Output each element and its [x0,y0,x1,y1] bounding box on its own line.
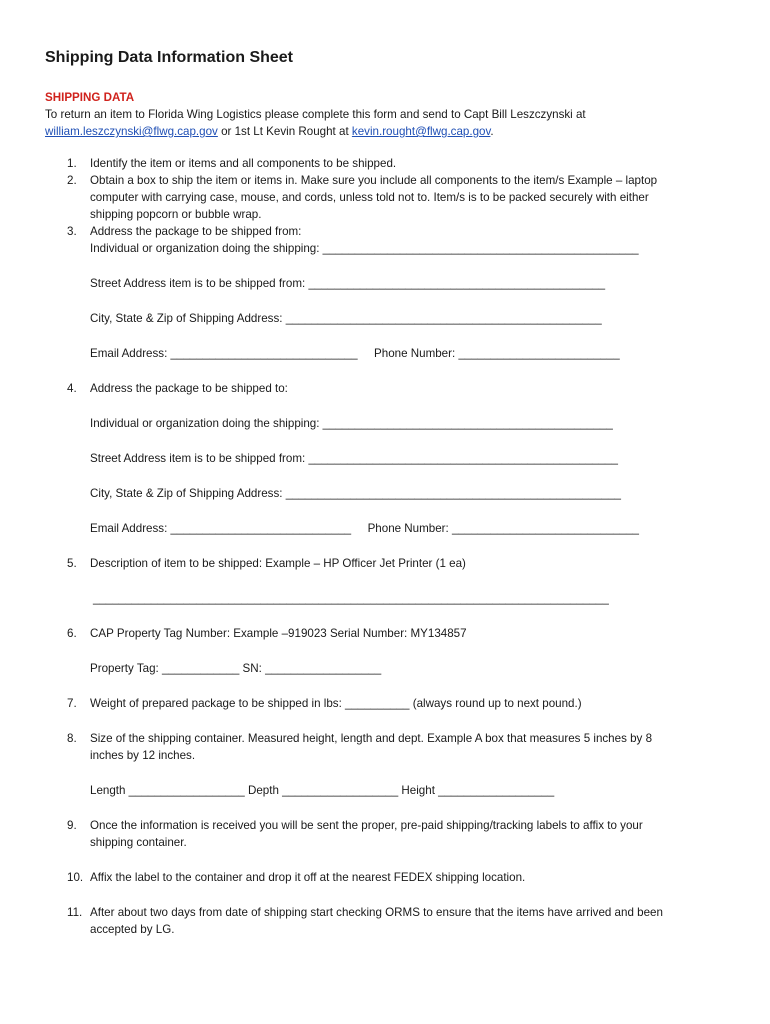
list-text: Address the package to be shipped from: [90,225,302,238]
weight-field[interactable]: Weight of prepared package to be shipped in lbs: __________ (always round up to next pound.) [90,697,582,710]
list-text: accepted by LG. [90,923,175,936]
list-text: Once the information is received you will be sent the proper, pre-paid shipping/tracking labels to affix to your [90,819,643,832]
list-text: Identify the item or items and all components to be shipped. [90,157,397,170]
list-text: CAP Property Tag Number: Example –919023 Serial Number: MY134857 [90,627,467,640]
list-number: 8. [67,732,77,745]
list-text: Affix the label to the container and drop it off at the nearest FEDEX shipping location. [90,871,526,884]
email-link-rought[interactable]: kevin.rought@flwg.cap.gov [351,125,491,138]
list-number: 5. [67,557,77,570]
from-phone-field[interactable]: Phone Number: _________________________ [374,347,620,360]
intro-connector: or 1st Lt Kevin Rought at [217,125,352,138]
list-text: Address the package to be shipped to: [90,382,288,395]
list-text: Description of item to be shipped: Example – HP Officer Jet Printer (1 ea) [90,557,466,570]
to-phone-field[interactable]: Phone Number: _____________________________ [367,522,639,535]
intro-period: . [490,125,494,138]
from-city-state-zip-field[interactable]: City, State & Zip of Shipping Address: _________________________________________________ [90,312,602,325]
list-number: 7. [67,697,77,710]
to-individual-field[interactable]: Individual or organization doing the shipping: _____________________________________________ [90,417,613,430]
list-item-3 [45,223,730,362]
list-number: 10. [67,871,84,884]
list-item-11 [45,904,730,938]
from-contact-row [90,345,730,362]
list-item-10 [45,869,730,886]
intro-line-1: To return an item to Florida Wing Logistics please complete this form and send to Capt Bill Leszczynski at [45,108,586,121]
document-page [45,47,730,938]
to-email-field[interactable]: Email Address: ____________________________ [90,522,352,535]
list-item-2 [45,172,730,223]
description-field[interactable]: ________________________________________________________________________________ [93,592,609,605]
instructions-list [45,155,730,938]
list-text: shipping popcorn or bubble wrap. [90,208,262,221]
to-street-field[interactable]: Street Address item is to be shipped from: ________________________________________________ [90,452,618,465]
intro-paragraph [45,106,730,140]
list-text: shipping container. [90,836,187,849]
email-link-leszczynski[interactable]: william.leszczynski@flwg.cap.gov [45,125,218,138]
list-item-9 [45,817,730,851]
from-individual-field[interactable]: Individual or organization doing the shipping: _________________________________________________ [90,242,639,255]
list-number: 4. [67,382,77,395]
list-item-5 [45,555,730,607]
intro-line-2 [45,123,730,140]
from-email-field[interactable]: Email Address: _____________________________ [90,347,358,360]
list-item-6 [45,625,730,677]
list-number: 1. [67,157,77,170]
list-text: After about two days from date of shipping start checking ORMS to ensure that the items have arrived and been [90,906,663,919]
list-item-1 [45,155,730,172]
property-tag-field[interactable]: Property Tag: ____________ SN: __________________ [90,662,382,675]
list-number: 3. [67,225,77,238]
list-text: Obtain a box to ship the item or items in. Make sure you include all components to the item/s Example – laptop [90,174,658,187]
list-number: 9. [67,819,77,832]
list-number: 6. [67,627,77,640]
to-city-state-zip-field[interactable]: City, State & Zip of Shipping Address: ____________________________________________________ [90,487,621,500]
list-number: 2. [67,174,77,187]
to-contact-row [90,520,730,537]
page-title: Shipping Data Information Sheet [45,49,294,66]
list-text: inches by 12 inches. [90,749,196,762]
list-text: Size of the shipping container. Measured height, length and dept. Example A box that measures 5 inches by 8 [90,732,653,745]
list-text: computer with carrying case, mouse, and cords, unless told not to. Item/s is to be packed securely with either [90,191,649,204]
list-item-8 [45,730,730,799]
list-item-4 [45,380,730,537]
dimensions-field[interactable]: Length __________________ Depth __________________ Height __________________ [90,784,555,797]
list-number: 11. [67,906,83,919]
section-heading: SHIPPING DATA [45,91,135,104]
list-item-7 [45,695,730,712]
from-street-field[interactable]: Street Address item is to be shipped from: ______________________________________________ [90,277,606,290]
